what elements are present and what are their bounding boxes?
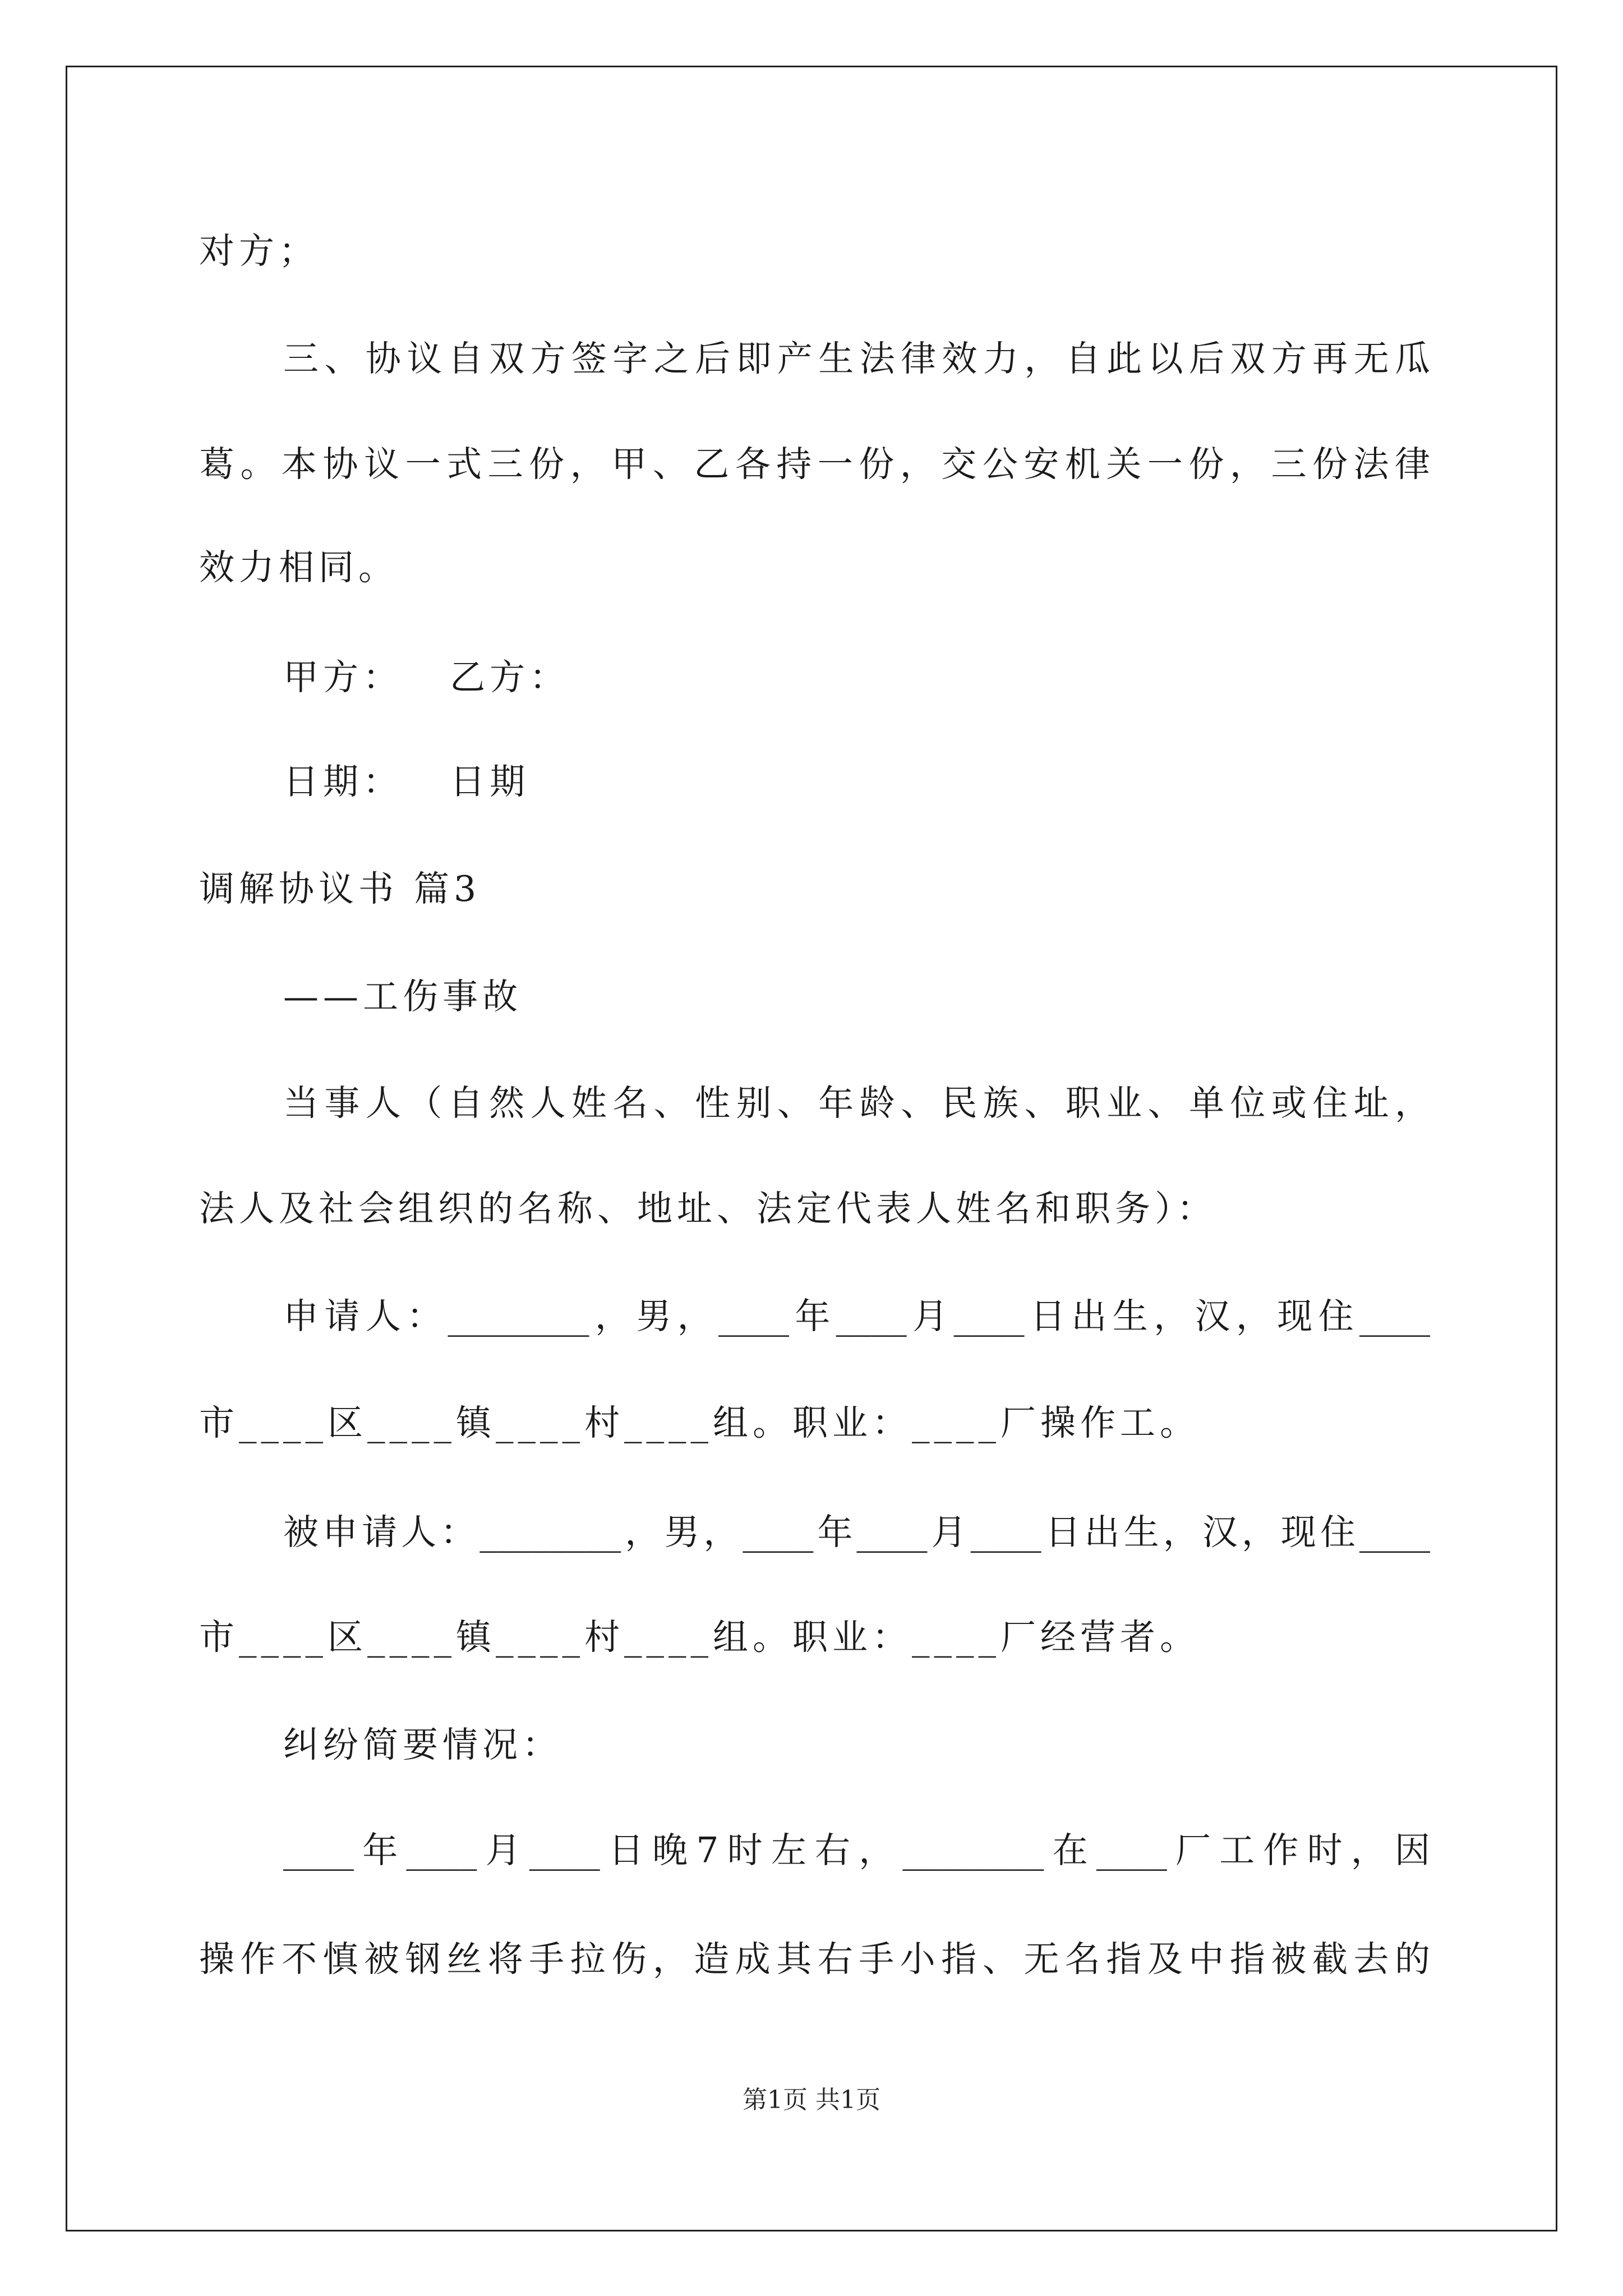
page-border <box>66 66 1557 2231</box>
text-line: 葛。本协议一式三份，甲、乙各持一份，交公安机关一份，三份法律 <box>199 444 1430 485</box>
text-line: 甲方： 乙方： <box>283 657 570 698</box>
text-line: 法人及社会组织的名称、地址、法定代表人姓名和职务）： <box>199 1188 1217 1229</box>
text-line: 效力相同。 <box>199 547 398 588</box>
section-subtitle: ——工伤事故 <box>283 976 522 1017</box>
text-line: 市____区____镇____村____组。职业：____厂操作工。 <box>199 1402 1200 1443</box>
text-line: 纠纷简要情况： <box>283 1724 562 1765</box>
text-line: 三、协议自双方签字之后即产生法律效力，自此以后双方再无瓜 <box>283 338 1430 379</box>
text-line: 当事人（自然人姓名、性别、年龄、民族、职业、单位或住址， <box>283 1083 1430 1124</box>
text-line: 市____区____镇____村____组。职业：____厂经营者。 <box>199 1617 1200 1658</box>
text-line: 对方； <box>199 231 319 272</box>
text-line: 日期： 日期 <box>283 761 530 802</box>
page-number-footer: 第1页 共1页 <box>743 2086 880 2114</box>
text-line: 被申请人：________，男，____年____月____日出生，汉，现住____ <box>283 1512 1430 1553</box>
text-line: 操作不慎被钢丝将手拉伤，造成其右手小指、无名指及中指被截去的 <box>199 1939 1430 1980</box>
text-line: ____年____月____日晚7时左右，________在____厂工作时，因 <box>283 1830 1430 1871</box>
section-heading: 调解协议书 篇3 <box>199 868 481 909</box>
text-line: 申请人：________，男，____年____月____日出生，汉，现住____ <box>283 1296 1430 1337</box>
